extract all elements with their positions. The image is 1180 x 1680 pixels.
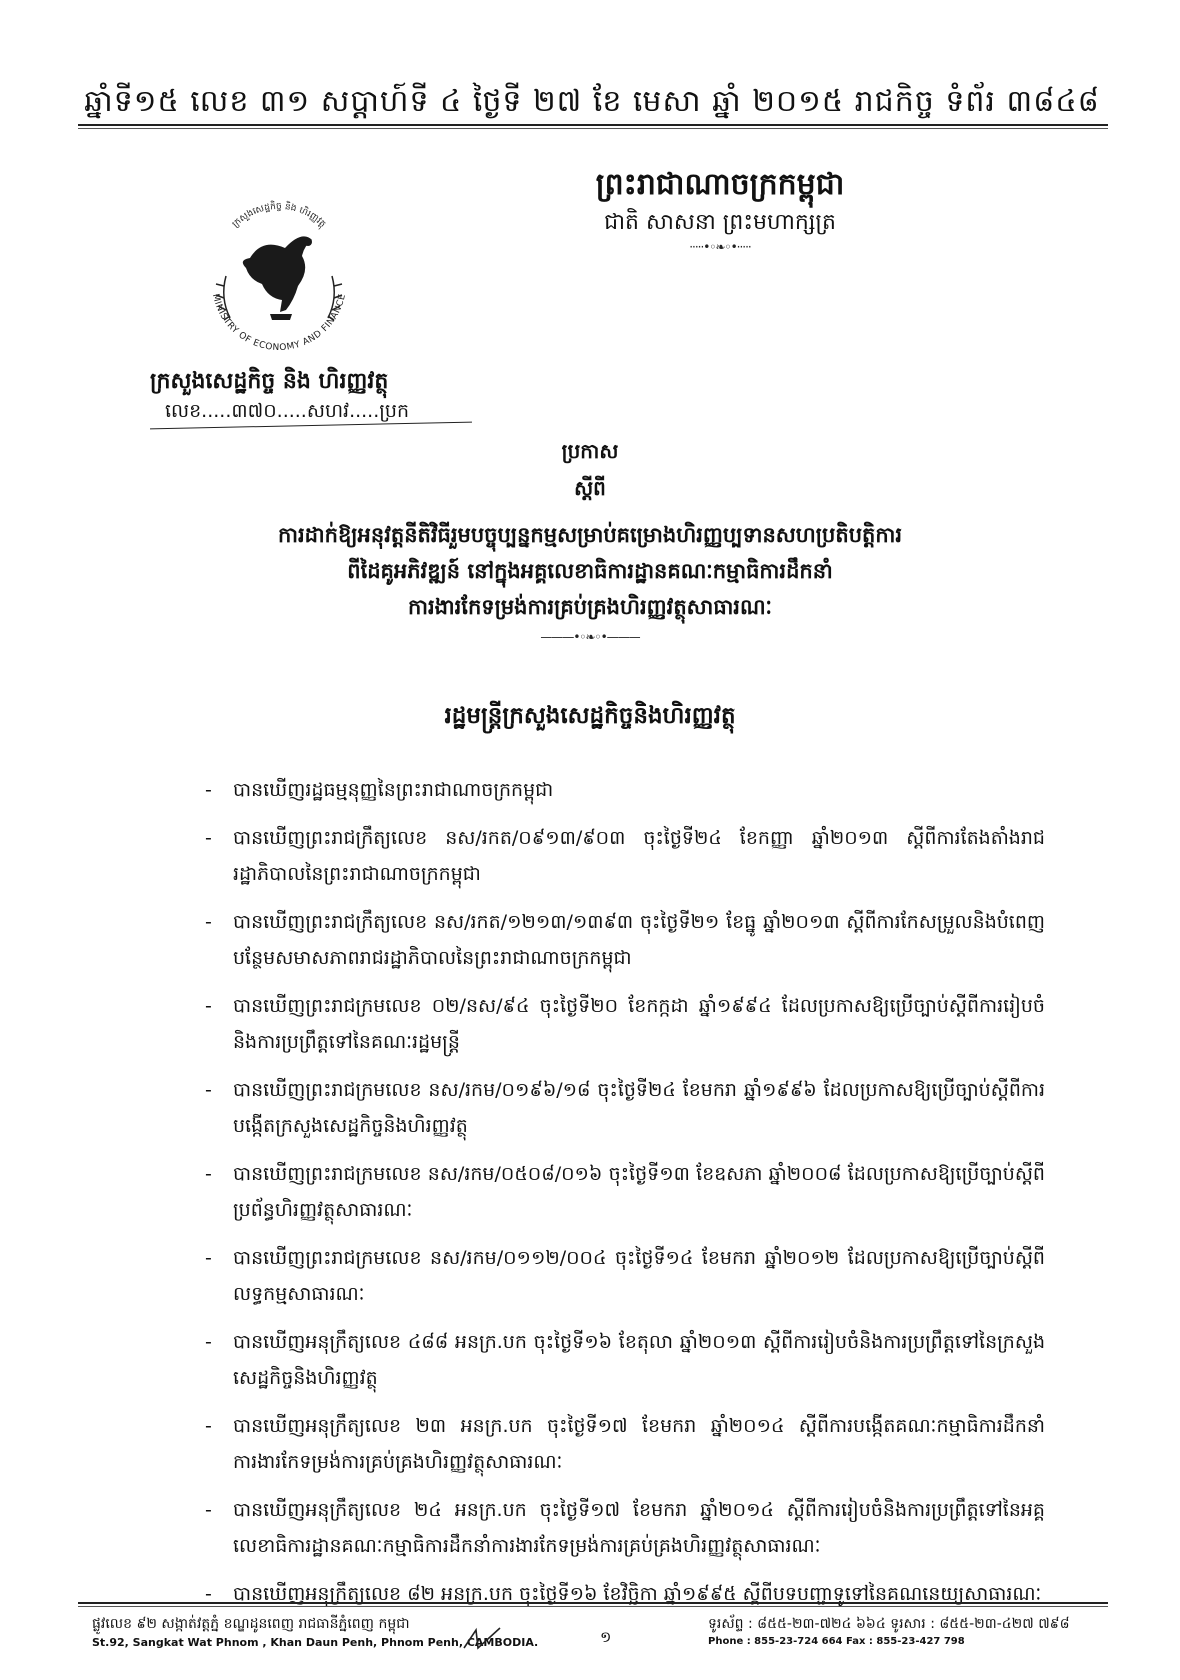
national-motto: ជាតិ សាសនា ព្រះមហាក្សត្រ: [604, 210, 836, 235]
subject-line-2: ពីដៃគូអភិវឌ្ឍន៍ នៅក្នុងអគ្គលេខាធិការដ្ឋានគណៈកម្មាធិការដឹកនាំ: [347, 559, 833, 583]
document-type: ប្រកាស: [561, 439, 619, 463]
header-rule-thin: [78, 128, 1108, 129]
header-rule: [78, 124, 1108, 126]
footer-phone-kh: ទូរស័ព្ទ : ៨៥៥-២៣-៧២៤ ៦៦៤ ទូរសារ : ៨៥៥-២៣-៤២៧ ៧៩៨: [708, 1616, 1070, 1632]
bird-emblem-icon: [243, 236, 312, 320]
footer-rule-thin: [78, 1606, 1108, 1607]
subject-line-3: ការងារកែទម្រង់ការគ្រប់គ្រងហិរញ្ញវត្ថុសាធារណៈ: [407, 595, 773, 619]
list-item: - បានឃើញអនុក្រឹត្យលេខ ២៤ អនក្រ.បក ចុះថ្ងៃទី១៧ ខែមករា ឆ្នាំ២០១៤ ស្តីពីការរៀបចំនិងការប្រព្រឹត្តទៅនៃអគ្គលេខាធិការដ្ឋានគណៈកម្មាធិការដឹកនាំការងារកែទម្រង់ការគ្រប់គ្រងហិរញ្ញវត្ថុសាធារណៈ: [205, 1499, 1045, 1557]
list-item: - បានឃើញរដ្ឋធម្មនុញ្ញនៃព្រះរាជាណាចក្រកម្ពុជា: [205, 779, 554, 801]
signature-mark-icon: [462, 1626, 502, 1652]
footer-address-kh: ផ្លូវលេខ ៩២ សង្កាត់វត្តភ្នំ ខណ្ឌដូនពេញ រាជធានីភ្នំពេញ កម្ពុជា: [92, 1616, 410, 1632]
list-item: - បានឃើញព្រះរាជក្រមលេខ នស/រកម/០១១២/០០៤ ចុះថ្ងៃទី១៤ ខែមករា ឆ្នាំ២០១២ ដែលប្រកាសឱ្យប្រើច្បាប់ស្តីពីលទ្ធកម្មសាធារណៈ: [205, 1247, 1045, 1305]
footer-rule: [78, 1602, 1108, 1604]
list-item: - បានឃើញអនុក្រឹត្យលេខ ៤៨៨ អនក្រ.បក ចុះថ្ងៃទី១៦ ខែតុលា ឆ្នាំ២០១៣ ស្តីពីការរៀបចំនិងការប្រព្រឹត្តទៅនៃក្រសួងសេដ្ឋកិច្ចនិងហិរញ្ញវត្ថុ: [205, 1331, 1045, 1389]
ministry-name: ក្រសួងសេដ្ឋកិច្ច និង ហិរញ្ញវត្ថុ: [150, 369, 389, 394]
list-item: - បានឃើញព្រះរាជក្រឹត្យលេខ នស/រកត/០៩១៣/៩០៣ ចុះថ្ងៃទី២៤ ខែកញ្ញា ឆ្នាំ២០១៣ ស្តីពីការតែងតាំងរាជរដ្ឋាភិបាលនៃព្រះរាជាណាចក្រកម្ពុជា: [205, 827, 1045, 885]
footer-phone-en: Phone : 855-23-724 664 Fax : 855-23-427 798: [708, 1636, 965, 1647]
ornament-divider: ———•◦❧◦•———: [540, 630, 640, 644]
footer-address-en: St.92, Sangkat Wat Phnom , Khan Daun Penh, Phnom Penh, CAMBODIA.: [92, 1636, 539, 1649]
list-item: - បានឃើញអនុក្រឹត្យលេខ ៨២ អនក្រ.បក ចុះថ្ងៃទី១៦ ខែវិច្ឆិកា ឆ្នាំ១៩៩៥ ស្តីពីបទបញ្ជាទូទៅនៃគណនេយ្យសាធារណៈ: [205, 1583, 1042, 1605]
list-item: - បានឃើញព្រះរាជក្រមលេខ នស/រកម/០៥០៨/០១៦ ចុះថ្ងៃទី១៣ ខែឧសភា ឆ្នាំ២០០៨ ដែលប្រកាសឱ្យប្រើច្បាប់ស្តីពីប្រព័ន្ធហិរញ្ញវត្ថុសាធារណៈ: [205, 1163, 1045, 1221]
seal-text-en: MINISTRY OF ECONOMY AND FINANCE: [209, 292, 349, 354]
kingdom-title: ព្រះរាជាណាចក្រកម្ពុជា: [595, 167, 845, 202]
svg-text:ក្រសួងសេដ្ឋកិច្ច និង ហិរញ្ញវត្: [231, 200, 328, 231]
list-item: - បានឃើញព្រះរាជក្រមលេខ នស/រកម/០១៩៦/១៨ ចុះថ្ងៃទី២៤ ខែមករា ឆ្នាំ១៩៩៦ ដែលប្រកាសឱ្យប្រើច្បាប់ស្តីពីការបង្កើតក្រសួងសេដ្ឋកិច្ចនិងហិរញ្ញវត្ថុ: [205, 1079, 1045, 1137]
ministry-seal: [190, 188, 368, 366]
subject-line-1: ការដាក់ឱ្យអនុវត្តនីតិវិធីរួមបច្ចុប្បន្នកម្មសម្រាប់គម្រោងហិរញ្ញប្បទានសហប្រតិបត្តិការ: [277, 523, 903, 547]
svg-text:MINISTRY OF ECONOMY AND FINANC: [210, 293, 348, 353]
page-number: ១: [600, 1628, 612, 1646]
minister-heading: រដ្ឋមន្ត្រីក្រសួងសេដ្ឋកិច្ចនិងហិរញ្ញវត្ថុ: [444, 703, 736, 729]
seal-text-kh: ក្រសួងសេដ្ឋកិច្ច និង ហិរញ្ញវត្ថុ: [230, 201, 328, 230]
list-item: - បានឃើញអនុក្រឹត្យលេខ ២៣ អនក្រ.បក ចុះថ្ងៃទី១៧ ខែមករា ឆ្នាំ២០១៤ ស្តីពីការបង្កើតគណៈកម្មាធិការដឹកនាំការងារកែទម្រង់ការគ្រប់គ្រងហិរញ្ញវត្ថុសាធារណៈ: [205, 1415, 1045, 1473]
gazette-header: ឆ្នាំទី១៥ លេខ ៣១ សប្តាហ៍ទី ៤ ថ្ងៃទី ២៧ ខែ មេសា ឆ្នាំ ២០១៥ រាជកិច្ច ទំព័រ ៣៨៤៨: [84, 84, 1100, 119]
considerations-list: [205, 772, 1045, 1624]
reference-number: លេខ.....៣៧០.....សហវ.....ប្រក: [165, 400, 410, 422]
list-item: - បានឃើញព្រះរាជក្រមលេខ ០២/នស/៩៤ ចុះថ្ងៃទី២០ ខែកក្កដា ឆ្នាំ១៩៩៤ ដែលប្រកាសឱ្យប្រើច្បាប់ស្តីពីការរៀបចំនិងការប្រព្រឹត្តទៅនៃគណៈរដ្ឋមន្ត្រី: [205, 995, 1045, 1053]
document-about: ស្តីពី: [574, 476, 606, 500]
list-item: - បានឃើញព្រះរាជក្រឹត្យលេខ នស/រកត/១២១៣/១៣៩៣ ចុះថ្ងៃទី២១ ខែធ្នូ ឆ្នាំ២០១៣ ស្តីពីការកែសម្រួលនិងបំពេញបន្ថែមសមាសភាពរាជរដ្ឋាភិបាលនៃព្រះរាជាណាចក្រកម្ពុជា: [205, 911, 1045, 969]
ornament-divider: ·····•◦❧◦•·····: [689, 240, 751, 254]
